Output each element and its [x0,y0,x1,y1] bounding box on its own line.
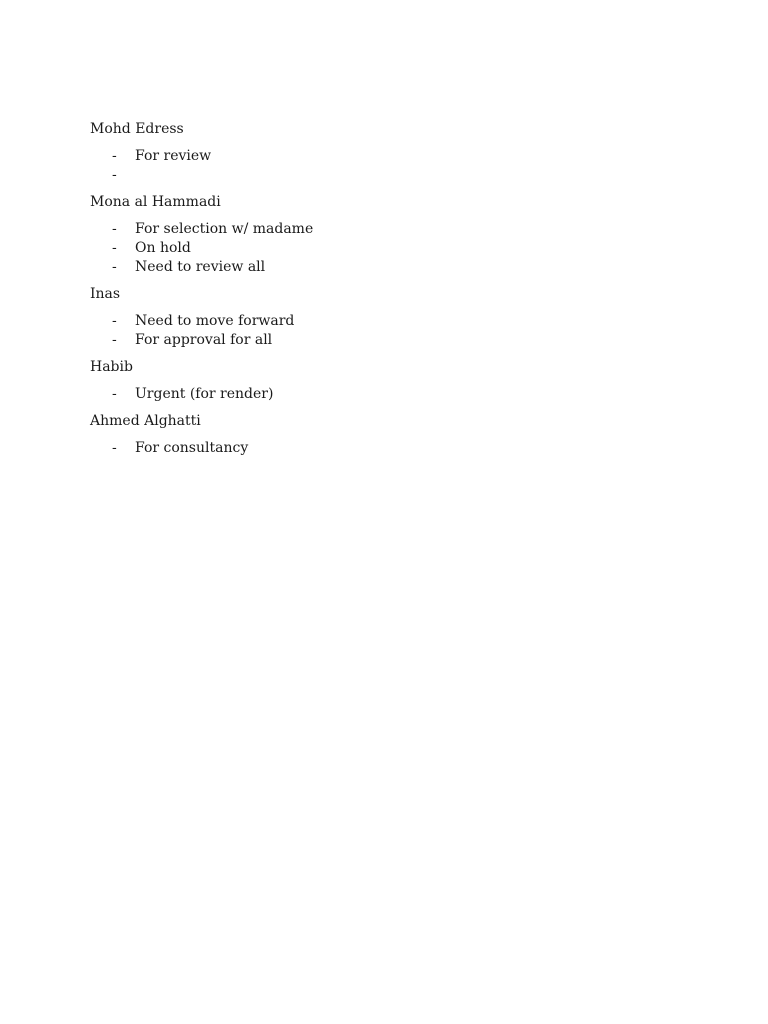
item-list [90,147,690,185]
document-body [90,119,690,465]
dash-marker: - [112,148,117,164]
section-heading: Inas [90,286,121,302]
section-mona-al-hammadi [90,192,690,277]
list-item [90,385,690,404]
dash-marker: - [112,332,117,348]
section-inas [90,284,690,350]
dash-marker: - [112,313,117,329]
dash-marker: - [112,167,117,183]
list-item [90,331,690,350]
item-text: For consultancy [135,440,249,456]
section-mohd-edress [90,119,690,185]
list-item [90,258,690,277]
item-text: Need to review all [135,259,266,275]
item-list [90,312,690,350]
dash-marker: - [112,259,117,275]
item-list [90,220,690,277]
item-text: For selection w/ madame [135,221,314,237]
section-heading: Mohd Edress [90,121,184,137]
item-text: On hold [135,240,191,256]
section-heading: Ahmed Alghatti [90,413,201,429]
item-text: Urgent (for render) [135,386,274,402]
item-list [90,439,690,458]
item-text: For approval for all [135,332,273,348]
section-habib [90,357,690,404]
section-ahmed-alghatti [90,411,690,458]
dash-marker: - [112,221,117,237]
list-item [90,166,690,185]
list-item [90,220,690,239]
dash-marker: - [112,240,117,256]
list-item [90,147,690,166]
dash-marker: - [112,440,117,456]
item-text: For review [135,148,212,164]
dash-marker: - [112,386,117,402]
list-item [90,312,690,331]
list-item [90,239,690,258]
section-heading: Habib [90,359,133,375]
list-item [90,439,690,458]
item-text: Need to move forward [135,313,295,329]
section-heading: Mona al Hammadi [90,194,221,210]
item-list [90,385,690,404]
